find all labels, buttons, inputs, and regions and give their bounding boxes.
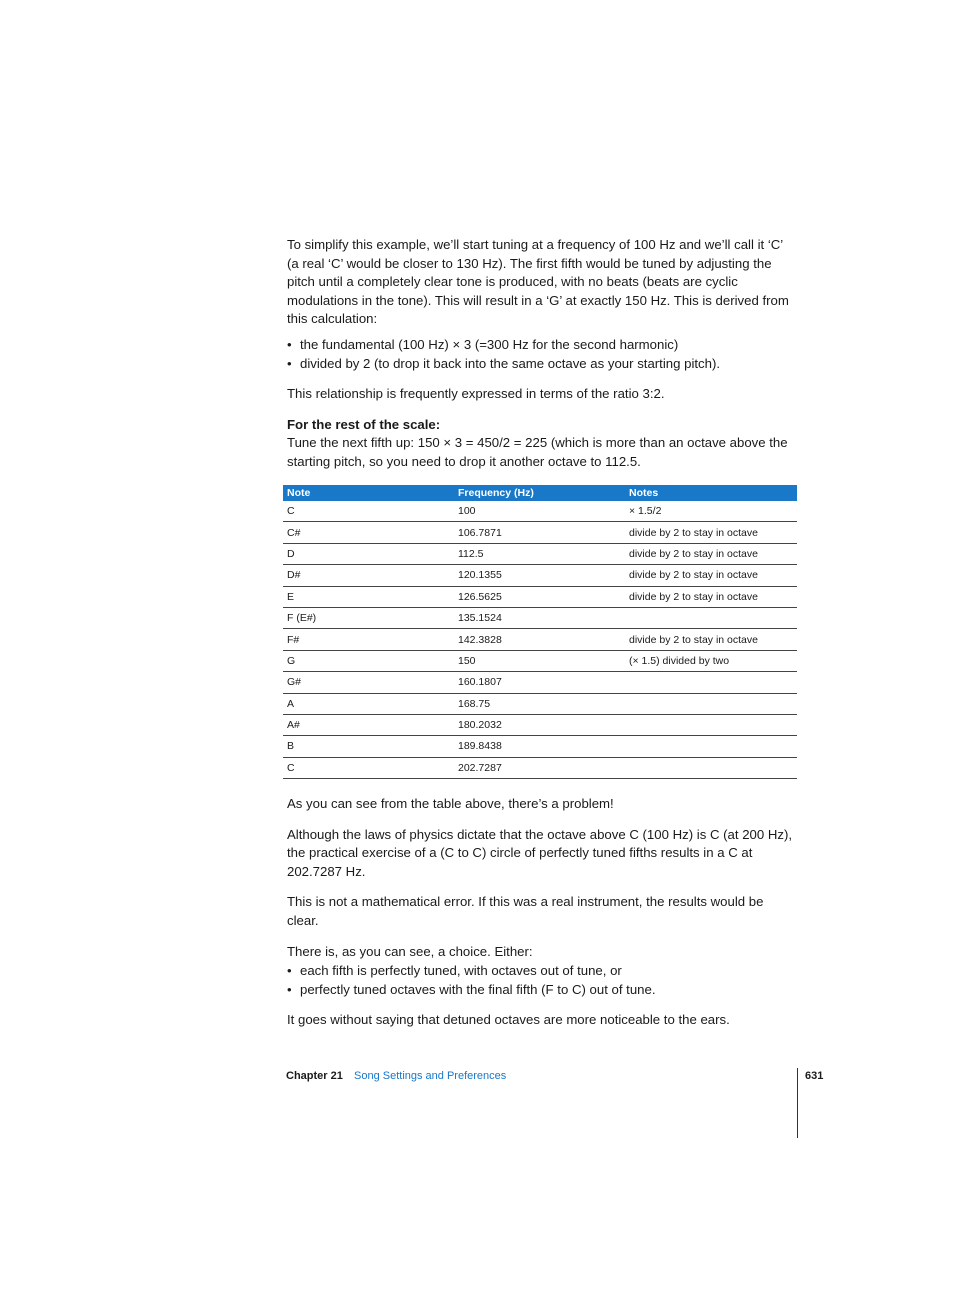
note-cell: E	[283, 586, 454, 607]
footer-chapter-title[interactable]: Song Settings and Preferences	[354, 1070, 507, 1082]
table-row	[283, 543, 797, 564]
frequency-cell: 135.1524	[454, 607, 625, 628]
table-row	[283, 757, 797, 778]
frequency-cell: 100	[454, 501, 625, 522]
footer-chapter: Chapter 21	[286, 1070, 343, 1082]
frequency-cell: 142.3828	[454, 629, 625, 650]
note-cell: D#	[283, 565, 454, 586]
footer-divider	[797, 1068, 798, 1138]
note-cell: A	[283, 693, 454, 714]
list-item: • perfectly tuned octaves with the final fifth (F to C) out of tune.	[287, 980, 797, 999]
table-row	[283, 736, 797, 757]
notes-cell: divide by 2 to stay in octave	[625, 543, 797, 564]
problem-paragraph: As you can see from the table above, there’s a problem!	[287, 796, 614, 811]
note-cell: C	[283, 501, 454, 522]
rest-paragraph: Tune the next fifth up: 150 × 3 = 450/2 = 225 (which is more than an octave above the starting pitch, so you need to drop it another octave to 112.5.	[287, 435, 788, 469]
frequency-table	[283, 485, 797, 779]
note-cell: A#	[283, 714, 454, 735]
frequency-cell: 180.2032	[454, 714, 625, 735]
table-row	[283, 629, 797, 650]
table-row	[283, 501, 797, 522]
notes-cell	[625, 693, 797, 714]
notes-cell: divide by 2 to stay in octave	[625, 565, 797, 586]
table-header-row	[283, 485, 797, 501]
note-cell: G	[283, 650, 454, 671]
note-cell: D	[283, 543, 454, 564]
frequency-cell: 160.1807	[454, 672, 625, 693]
notes-cell	[625, 757, 797, 778]
frequency-cell: 168.75	[454, 693, 625, 714]
header-note: Note	[283, 485, 454, 501]
conclusion-paragraph: It goes without saying that detuned octaves are more noticeable to the ears.	[287, 1012, 730, 1028]
table-row	[283, 650, 797, 671]
intro-section	[287, 236, 797, 471]
table-row	[283, 522, 797, 543]
conclusion-section	[287, 795, 797, 1030]
list-item: • divided by 2 (to drop it back into the same octave as your starting pitch).	[287, 354, 797, 373]
frequency-cell: 112.5	[454, 543, 625, 564]
frequency-cell: 120.1355	[454, 565, 625, 586]
table-row	[283, 565, 797, 586]
notes-cell	[625, 607, 797, 628]
notes-cell: divide by 2 to stay in octave	[625, 629, 797, 650]
not-error-paragraph: This is not a mathematical error. If this was a real instrument, the results would be clear.	[287, 894, 764, 928]
note-cell: F#	[283, 629, 454, 650]
note-cell: C	[283, 757, 454, 778]
frequency-cell: 202.7287	[454, 757, 625, 778]
table-row	[283, 672, 797, 693]
notes-cell: divide by 2 to stay in octave	[625, 522, 797, 543]
frequency-cell: 106.7871	[454, 522, 625, 543]
list-item: • each fifth is perfectly tuned, with octaves out of tune, or	[287, 961, 797, 980]
intro-paragraph: To simplify this example, we’ll start tuning at a frequency of 100 Hz and we’ll call it ‘C’ (a real ‘C’ would be closer to 130 Hz). The first fifth would be tuned by adjusting the pitch until a completely clear tone is produced, with no beats (beats are cyclic modulations in the tone). This will result in a ‘G’ at exactly 150 Hz. This is derived from this calculation:	[287, 237, 789, 327]
list-item: • the fundamental (100 Hz) × 3 (=300 Hz for the second harmonic)	[287, 335, 797, 354]
notes-cell	[625, 714, 797, 735]
note-cell: G#	[283, 672, 454, 693]
rest-heading: For the rest of the scale:	[287, 416, 441, 432]
table-row	[283, 607, 797, 628]
ratio-paragraph: This relationship is frequently expressed in terms of the ratio 3:2.	[287, 385, 665, 401]
table-row	[283, 586, 797, 607]
table-row	[283, 714, 797, 735]
note-cell: F (E#)	[283, 607, 454, 628]
frequency-cell: 150	[454, 650, 625, 671]
notes-cell: divide by 2 to stay in octave	[625, 586, 797, 607]
physics-paragraph: Although the laws of physics dictate that the octave above C (100 Hz) is C (at 200 Hz), the practical exercise of a (C to C) circle of perfectly tuned fifths results in a C at 202.7287 Hz.	[287, 826, 793, 879]
calculation-list	[287, 335, 797, 373]
frequency-cell: 126.5625	[454, 586, 625, 607]
table-row	[283, 693, 797, 714]
notes-cell: (× 1.5) divided by two	[625, 650, 797, 671]
note-cell: B	[283, 736, 454, 757]
note-cell: C#	[283, 522, 454, 543]
choice-list	[287, 961, 797, 999]
frequency-cell: 189.8438	[454, 736, 625, 757]
notes-cell	[625, 672, 797, 693]
choice-paragraph: There is, as you can see, a choice. Either:	[287, 943, 533, 959]
notes-cell: × 1.5/2	[625, 501, 797, 522]
page-number: 631	[805, 1070, 824, 1082]
notes-cell	[625, 736, 797, 757]
header-notes: Notes	[625, 485, 797, 501]
header-frequency: Frequency (Hz)	[454, 485, 625, 501]
